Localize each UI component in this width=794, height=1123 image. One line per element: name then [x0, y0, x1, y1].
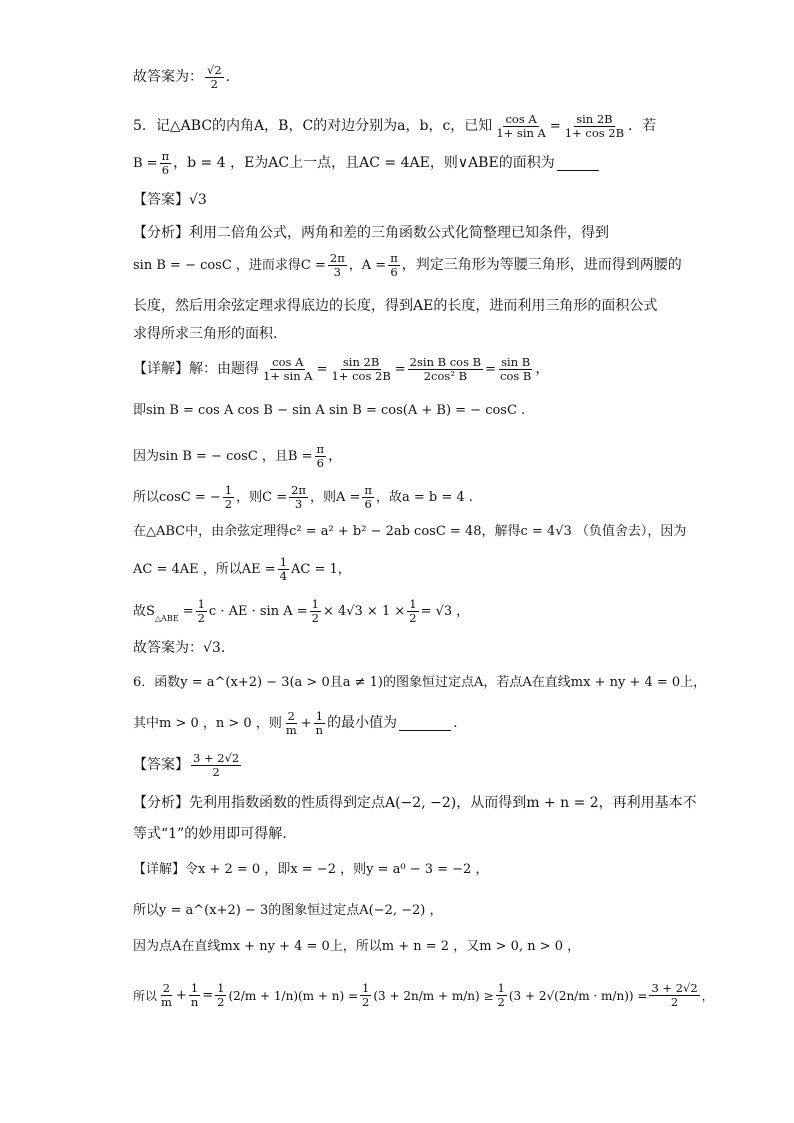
q5-detail-text: 即sin B = cos A cos B − sin A sin B = cos(A + B) = − cosC . — [133, 403, 526, 418]
q6-detail-text: ， — [701, 988, 714, 1003]
q5-detail-1 — [133, 356, 549, 383]
prev-answer-prefix: 故答案为： — [133, 69, 203, 86]
q6-analysis-text: 等式“1”的妙用即可得解. — [133, 826, 287, 842]
q6-stem-text: 6．函数y = a^(x+2) − 3(a > 0且a ≠ 1)的图象恒过定点A，若点A在直线mx + ny + 4 = 0上， — [133, 675, 707, 690]
q5-fraction-a — [388, 252, 400, 279]
fraction-numerator: 3 + 2√2 — [193, 751, 240, 765]
q5-fraction-c — [328, 252, 347, 279]
fraction-denominator: 2 — [197, 611, 205, 626]
equals-sign: = — [316, 361, 328, 377]
detail-fraction — [223, 484, 234, 511]
q5-stem-text-end: ．若 — [628, 118, 657, 135]
q5-fraction-1 — [494, 113, 548, 140]
q6-analysis-2 — [133, 826, 287, 843]
q6-fraction-1 — [284, 710, 299, 737]
detail-fraction — [329, 356, 392, 383]
detail-fraction — [360, 982, 371, 1009]
fraction-numerator: 2π — [329, 251, 345, 265]
q5-detail-7 — [133, 598, 469, 625]
q5-detail-text: 在△ABC中，由余弦定理得c² = a² + b² − 2ab cosC = 48，解得c = 4√3 （负值舍去），因为 — [133, 524, 687, 539]
q6-stem-line-2 — [133, 710, 458, 737]
fraction-denominator: 1+ cos 2B — [331, 369, 391, 384]
q5-analysis-text: ，A = — [348, 257, 387, 273]
detail-fraction — [315, 443, 327, 470]
fraction-numerator: sin 2B — [342, 355, 380, 369]
fraction-numerator: 3 + 2√2 — [651, 981, 698, 995]
q5-detail-6 — [133, 556, 351, 583]
fraction-denominator: 2 — [409, 611, 417, 626]
q5-analysis-text: ，判定三角形为等腰三角形，进而得到两腰的 — [401, 257, 682, 274]
q5-detail-text: ，则A = — [309, 489, 361, 505]
answer-blank[interactable] — [557, 156, 599, 171]
area-subscript: △ABE — [154, 613, 179, 623]
q6-detail-1 — [133, 862, 488, 878]
answer-blank[interactable] — [399, 716, 451, 731]
q5-stem-text: B = — [133, 155, 158, 171]
fraction-denominator: 2 — [497, 995, 505, 1010]
q5-detail-3 — [133, 443, 342, 470]
q5-answer — [133, 192, 207, 209]
fraction-numerator: cos A — [272, 355, 304, 369]
q5-final-text: 故答案为：√3. — [133, 640, 226, 656]
q5-analysis-text: sin B = − cosC ，进而求得C = — [133, 257, 326, 273]
detail-fraction — [196, 598, 207, 625]
detail-fraction — [408, 356, 483, 383]
fraction-numerator: 1 — [311, 597, 319, 611]
q5-analysis-4 — [133, 326, 277, 343]
q5-detail-text: 因为sin B = − cosC ，且B = — [133, 448, 313, 464]
fraction-numerator: 1 — [217, 981, 225, 995]
q5-detail-text: = — [178, 603, 194, 619]
q6-stem-text: 其中m > 0 ，n > 0 ，则 — [133, 715, 282, 731]
detail-fraction — [649, 982, 699, 1009]
fraction-numerator: 1 — [190, 981, 199, 995]
q5-stem-line-1 — [133, 113, 656, 140]
fraction-denominator: 2 — [362, 995, 370, 1010]
q6-answer-fraction — [191, 752, 241, 779]
q5-detail-text: AC = 4AE ，所以AE = — [133, 561, 276, 577]
fraction-denominator: 2 — [217, 995, 225, 1010]
q5-fraction-2 — [563, 113, 626, 140]
detail-fraction — [289, 484, 308, 511]
fraction-denominator: cos B — [500, 369, 532, 384]
fraction-denominator: m — [161, 995, 172, 1010]
q6-detail-text: (2/m + 1/n)(m + n) = — [228, 988, 359, 1003]
q5-detail-text: = √3 ， — [420, 603, 470, 619]
q6-detail-text: 所以y = a^(x+2) − 3的图象恒过定点A(−2, −2) ， — [133, 903, 443, 918]
detail-fraction — [278, 556, 289, 583]
q6-stem-line-1 — [133, 675, 706, 691]
detail-fraction — [496, 982, 507, 1009]
fraction-numerator: 1 — [224, 483, 233, 497]
fraction-numerator: √2 — [207, 63, 222, 77]
q5-detail-text: ， — [328, 448, 343, 465]
equals-sign: = — [549, 118, 561, 134]
prev-answer-fraction — [205, 64, 224, 91]
q6-stem-text: . — [453, 715, 458, 732]
fraction-denominator: 1+ sin A — [263, 369, 313, 384]
q5-stem-text: 5．记△ABC的内角A，B，C的对边分别为a，b，c，已知 — [133, 118, 493, 135]
q6-detail-text: 【详解】令x + 2 = 0 ，即x = −2 ，则y = a⁰ − 3 = −2 ， — [133, 862, 489, 877]
detail-fraction — [407, 598, 418, 625]
fraction-numerator: 2 — [287, 709, 295, 723]
fraction-denominator: 3 — [294, 497, 303, 512]
fraction-denominator: 2 — [210, 77, 218, 92]
q6-detail-3 — [133, 939, 580, 955]
q5-stem-text: ，b = 4 ，E为AC上一点，且AC = 4AE，则∨ABE的面积为 — [173, 155, 555, 172]
fraction-denominator: 6 — [316, 456, 324, 471]
q5-detail-text: c · AE · sin A = — [208, 603, 308, 619]
plus-sign: + — [300, 715, 312, 731]
q6-stem-text: 的最小值为 — [327, 715, 398, 732]
q6-analysis-text: 【分析】先利用指数函数的性质得到定点A(−2, −2)，从而得到m + n = 2，再利用基本不 — [133, 795, 697, 811]
fraction-numerator: 1 — [279, 555, 288, 569]
q5-detail-text: ，则C = — [236, 489, 288, 505]
q6-detail-4 — [133, 982, 714, 1009]
fraction-numerator: 2 — [162, 981, 171, 995]
fraction-numerator: 2sin B cos B — [409, 355, 482, 369]
q5-detail-text: × 4√3 × 1 × — [322, 603, 406, 619]
fraction-numerator: cos A — [505, 112, 537, 126]
detail-fraction — [189, 982, 200, 1009]
fraction-numerator: 2π — [291, 483, 306, 497]
fraction-denominator: n — [190, 995, 199, 1010]
equals-sign: = — [394, 361, 406, 377]
fraction-numerator: 1 — [197, 597, 205, 611]
fraction-numerator: sin 2B — [576, 112, 613, 126]
fraction-denominator: 1+ cos 2B — [564, 126, 625, 141]
q5-detail-text: ，故a = b = 4 . — [375, 489, 473, 505]
detail-fraction — [261, 356, 315, 383]
fraction-numerator: 1 — [362, 981, 370, 995]
q5-final-answer — [133, 640, 225, 657]
q5-analysis-3 — [133, 298, 657, 315]
fraction-numerator: π — [316, 442, 325, 456]
fraction-denominator: 4 — [279, 569, 288, 584]
fraction-denominator: 2 — [311, 611, 319, 626]
q5-detail-text: AC = 1， — [291, 561, 351, 577]
fraction-numerator: sin B — [501, 355, 531, 369]
plus-sign: + — [175, 987, 187, 1003]
q5-answer-text: 【答案】√3 — [133, 192, 207, 208]
equals-sign: = — [202, 987, 214, 1003]
fraction-denominator: 2 — [212, 765, 220, 780]
q6-answer — [133, 752, 243, 779]
fraction-denominator: 2 — [224, 497, 233, 512]
detail-fraction — [215, 982, 226, 1009]
q6-detail-text: 所以 — [133, 988, 158, 1003]
fraction-denominator: 3 — [333, 265, 341, 280]
q5-stem-line-2 — [133, 150, 601, 177]
fraction-denominator: 2cos² B — [423, 369, 468, 384]
q5-analysis-text: 【分析】利用二倍角公式，两角和差的三角函数公式化简整理已知条件，得到 — [133, 225, 609, 241]
fraction-denominator: 6 — [364, 497, 372, 512]
fraction-numerator: 1 — [409, 597, 417, 611]
fraction-numerator: 1 — [497, 981, 505, 995]
q6-detail-text: (3 + 2√(2n/m · m/n)) = — [508, 988, 648, 1003]
fraction-denominator: m — [285, 723, 297, 738]
prev-answer-suffix: . — [225, 69, 231, 86]
q5-fraction-b — [160, 150, 172, 177]
q6-analysis-1 — [133, 795, 697, 812]
fraction-numerator: π — [390, 251, 398, 265]
q6-fraction-2 — [314, 710, 325, 737]
q5-detail-5 — [133, 524, 686, 540]
detail-fraction — [159, 982, 174, 1009]
q6-answer-label: 【答案】 — [133, 757, 189, 774]
q5-detail-text: 【详解】解：由题得 — [133, 361, 259, 378]
fraction-numerator: π — [364, 483, 372, 497]
detail-fraction — [310, 598, 321, 625]
q6-detail-text: 因为点A在直线mx + ny + 4 = 0上，所以m + n = 2 ，又m > 0, n > 0 ， — [133, 939, 581, 954]
detail-fraction — [362, 484, 374, 511]
prev-answer-line — [133, 64, 230, 91]
fraction-denominator: 6 — [161, 163, 170, 178]
q5-analysis-2 — [133, 252, 682, 279]
q5-detail-text: 故S — [133, 603, 155, 619]
fraction-denominator: 2 — [670, 995, 679, 1010]
q5-analysis-text: 求得所求三角形的面积. — [133, 326, 278, 342]
q5-analysis-text: 长度，然后用余弦定理求得底边的长度，得到AE的长度，进而利用三角形的面积公式 — [133, 298, 658, 314]
q6-detail-text: (3 + 2n/m + m/n) ≥ — [373, 988, 494, 1003]
q6-detail-2 — [133, 903, 442, 919]
fraction-numerator: π — [161, 149, 170, 163]
q5-analysis-1 — [133, 225, 609, 242]
detail-fraction — [498, 356, 533, 383]
q5-detail-text: ， — [535, 361, 550, 378]
fraction-denominator: n — [315, 723, 324, 738]
equals-sign: = — [485, 361, 497, 377]
q5-detail-4 — [133, 484, 473, 511]
q5-detail-text: 所以cosC = − — [133, 489, 221, 505]
fraction-numerator: 1 — [315, 709, 324, 723]
q5-detail-2 — [133, 403, 525, 419]
fraction-denominator: 6 — [390, 265, 398, 280]
fraction-denominator: 1+ sin A — [496, 126, 546, 141]
